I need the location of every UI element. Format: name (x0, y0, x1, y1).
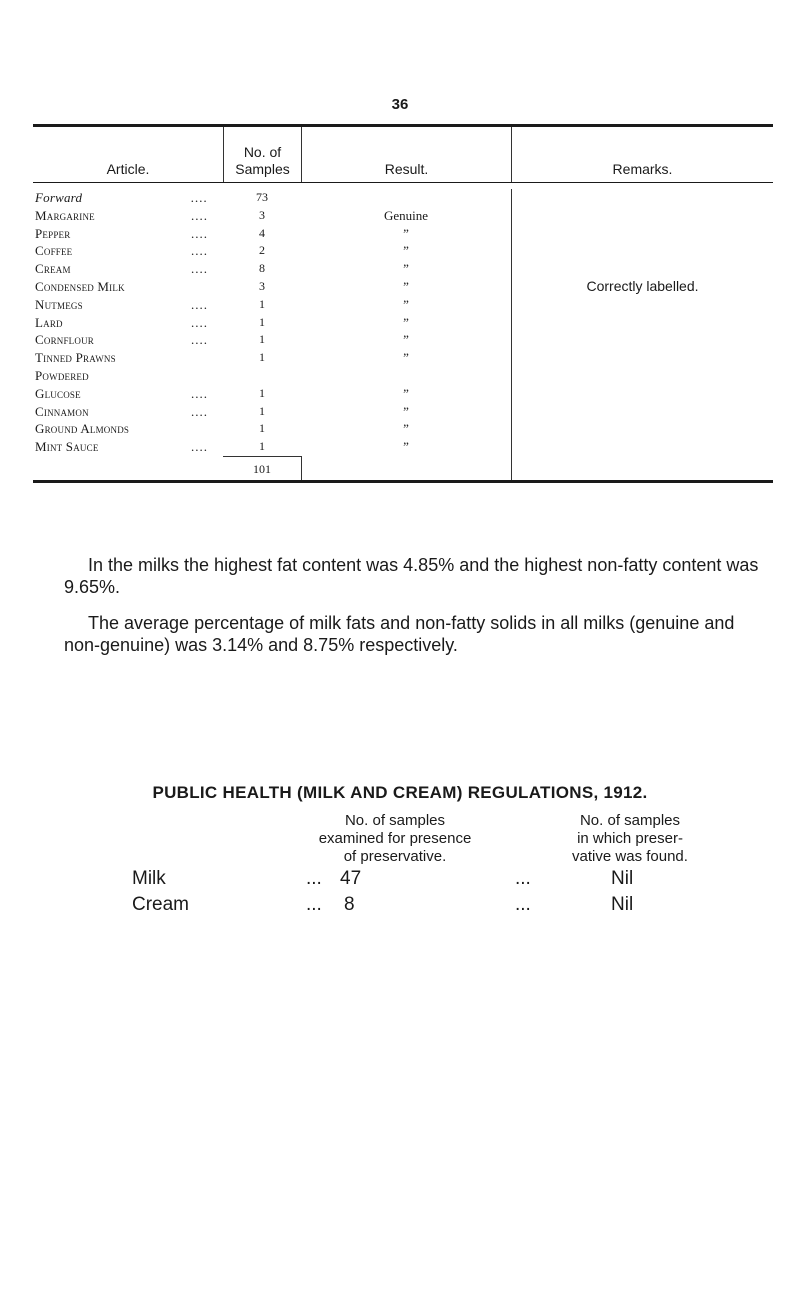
article-cell (33, 278, 223, 296)
samples-cell: 1 (259, 385, 265, 400)
table-body (33, 183, 773, 456)
article-leader: .... (191, 332, 208, 348)
samples-cell: 3 (259, 207, 265, 222)
header-remarks: Remarks. (511, 127, 773, 182)
article-name: Nutmegs (35, 296, 83, 312)
remarks-cell (512, 438, 773, 456)
remarks-cell: Correctly labelled. (586, 277, 699, 294)
article-cell (33, 189, 223, 207)
examined-column-header (290, 812, 500, 866)
regulations-row-milk (0, 868, 800, 892)
article-cell (33, 367, 223, 385)
result-cell: ” (403, 225, 409, 241)
regulations-row-cream (0, 894, 800, 918)
article-cell (33, 331, 223, 349)
paragraph-highest: In the milks the highest fat content was 4.85% and the highest non-fatty content was 9.65%. (64, 555, 759, 597)
result-cell: ” (403, 278, 409, 294)
total-divider (301, 456, 302, 480)
milk-fat-paragraph (64, 554, 764, 598)
remarks-cell (512, 367, 773, 385)
reg-label: Milk (132, 868, 166, 889)
article-cell (33, 207, 223, 225)
result-cell: ” (403, 439, 409, 455)
samples-cell: 73 (256, 190, 268, 204)
result-cell (301, 367, 511, 385)
reg-examined: 8 (344, 894, 355, 915)
article-cell (33, 438, 223, 456)
samples-table (33, 124, 773, 483)
samples-cell: 8 (259, 261, 265, 276)
table-bottom-rule (33, 480, 773, 483)
milk-average-paragraph (64, 612, 764, 656)
samples-cell: 1 (259, 350, 265, 365)
reg-found: Nil (611, 868, 634, 889)
article-cell (33, 242, 223, 260)
article-name: Margarine (35, 207, 95, 223)
page-number: 36 (391, 96, 409, 113)
found-column-header (530, 812, 730, 866)
samples-column (223, 189, 301, 456)
result-cell: ” (403, 350, 409, 366)
result-column (301, 189, 511, 456)
article-name: Lard (35, 314, 63, 330)
remarks-cell (512, 385, 773, 403)
regulations-title: PUBLIC HEALTH (MILK AND CREAM) REGULATIONS, 1912. (152, 783, 648, 802)
found-header-line-1: No. of samples (579, 812, 681, 829)
article-cell (33, 349, 223, 367)
reg-examined: 47 (340, 868, 362, 889)
article-name: Forward (35, 190, 83, 205)
samples-cell: 3 (259, 278, 265, 293)
paragraph-average: The average percentage of milk fats and non-fatty solids in all milks (genuine and non-genuine) was 3.14% and 8.75% respectively. (64, 613, 735, 655)
remarks-cell (512, 225, 773, 243)
article-name: Powdered (35, 367, 89, 383)
article-leader: .... (191, 314, 208, 330)
reg-found: Nil (611, 894, 634, 915)
remarks-cell (512, 403, 773, 421)
remarks-cell (512, 242, 773, 260)
result-cell: ” (403, 296, 409, 312)
remarks-cell (512, 260, 773, 278)
result-cell: Genuine (383, 207, 429, 223)
article-cell (33, 296, 223, 314)
article-cell (33, 225, 223, 243)
samples-cell: 1 (259, 403, 265, 418)
article-name: Cornflour (35, 332, 94, 348)
header-result: Result. (301, 127, 511, 182)
header-samples: No. of Samples (223, 127, 301, 182)
article-name: Pepper (35, 225, 71, 241)
article-leader: .... (191, 403, 208, 419)
article-name: Glucose (35, 385, 81, 401)
remarks-column (511, 189, 773, 456)
article-leader: .... (191, 225, 208, 241)
article-name: Ground Almonds (35, 421, 130, 437)
article-leader: .... (191, 385, 208, 401)
remarks-cell (512, 349, 773, 367)
article-leader: .... (191, 190, 208, 205)
article-cell (33, 403, 223, 421)
samples-cell (223, 367, 301, 385)
samples-cell: 1 (259, 314, 265, 329)
article-name: Mint Sauce (35, 439, 99, 455)
samples-total: 101 (223, 456, 301, 479)
article-cell (33, 260, 223, 278)
article-name: Cinnamon (35, 403, 89, 419)
article-name: Coffee (35, 243, 73, 259)
article-cell (33, 314, 223, 332)
examined-header-line-1: No. of samples (344, 812, 446, 829)
samples-cell: 2 (259, 243, 265, 258)
reg-leader: ... (306, 894, 322, 915)
remarks-cell (512, 296, 773, 314)
reg-leader: ... (515, 894, 531, 915)
samples-cell: 4 (259, 225, 265, 240)
article-column (33, 189, 223, 456)
article-name: Condensed Milk (35, 278, 125, 294)
remarks-divider-bottom (511, 456, 512, 480)
result-cell: ” (403, 421, 409, 437)
samples-cell: 1 (259, 421, 265, 436)
article-leader: .... (191, 243, 208, 259)
remarks-cell (512, 189, 773, 207)
found-header-line-3: vative was found. (572, 848, 688, 865)
result-cell: ” (403, 403, 409, 419)
remarks-cell (512, 207, 773, 225)
header-article: Article. (106, 161, 150, 177)
samples-cell: 1 (259, 296, 265, 311)
article-leader: .... (191, 207, 208, 223)
samples-cell: 1 (259, 439, 265, 454)
article-leader: .... (191, 296, 208, 312)
result-cell: ” (403, 243, 409, 259)
reg-label: Cream (132, 894, 190, 915)
examined-header-line-3: of preservative. (343, 848, 447, 865)
found-header-line-2: in which preser- (577, 830, 683, 847)
total-row (33, 456, 773, 480)
table-header (33, 127, 773, 182)
result-cell (301, 189, 511, 207)
reg-leader: ... (515, 868, 531, 889)
samples-cell: 1 (259, 332, 265, 347)
article-cell (33, 385, 223, 403)
article-name: Tinned Prawns (35, 350, 116, 366)
result-cell: ” (403, 332, 409, 348)
article-leader: .... (191, 439, 208, 455)
result-cell: ” (403, 385, 409, 401)
remarks-cell (512, 420, 773, 438)
remarks-cell (512, 314, 773, 332)
examined-header-line-2: examined for presence (318, 830, 472, 847)
remarks-cell (512, 331, 773, 349)
article-leader: .... (191, 261, 208, 277)
article-name: Cream (35, 261, 71, 277)
reg-leader: ... (306, 868, 322, 889)
article-cell (33, 420, 223, 438)
result-cell: ” (403, 314, 409, 330)
result-cell: ” (403, 261, 409, 277)
